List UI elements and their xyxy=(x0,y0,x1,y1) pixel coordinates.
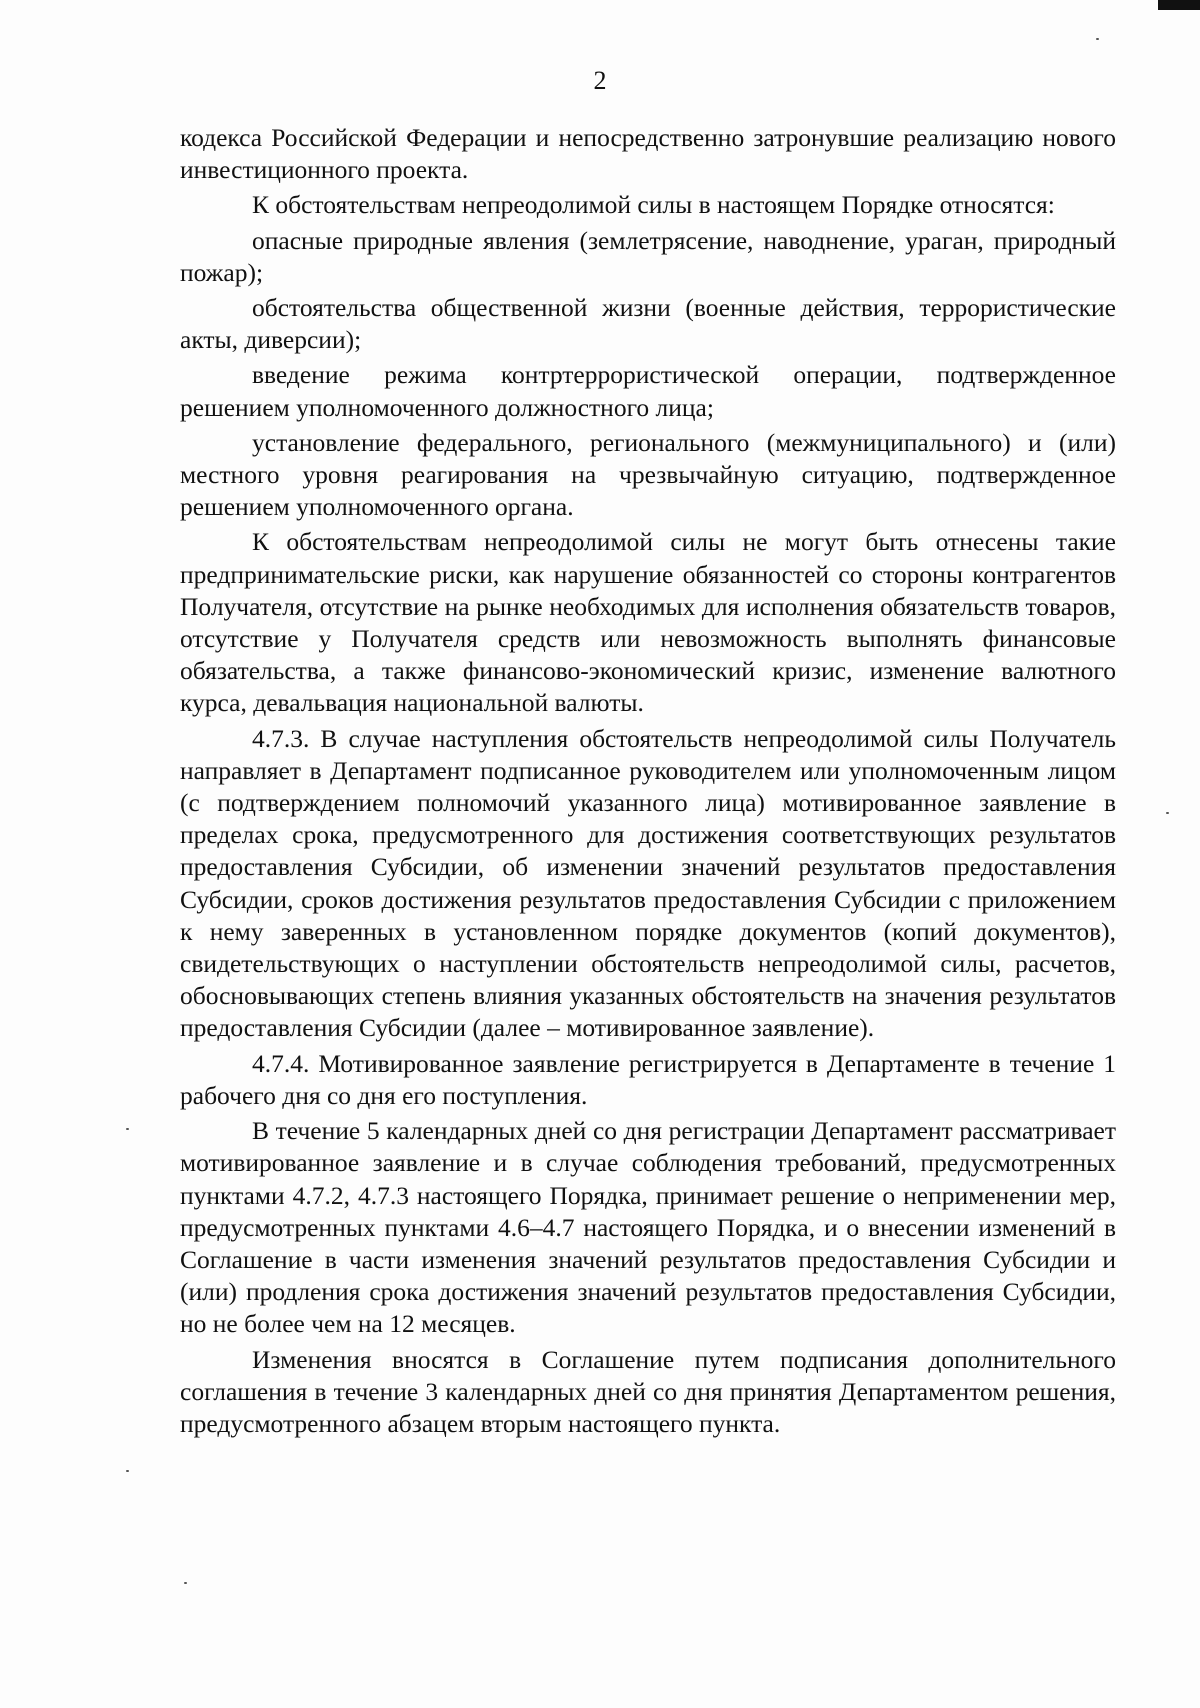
scan-speck xyxy=(184,1582,187,1584)
scan-corner-mark xyxy=(1158,0,1200,10)
scan-speck xyxy=(1166,812,1169,814)
paragraph: кодекса Российской Федерации и непосредственно затронувшие реализацию нового инвестиционного проекта. xyxy=(180,123,1116,185)
paragraph: К обстоятельствам непреодолимой силы не могут быть отнесены такие предпринимательские риски, как нарушение обязанностей со стороны контрагентов Получателя, отсутствие на рынке необходимых для исполнения обязательств товаров, отсутствие у Получателя средств или невозможность выполнять финансовые обязательства, а также финансово-экономический кризис, изменение валютного курса, девальвация национальной валюты. xyxy=(180,527,1116,718)
scan-speck xyxy=(126,1470,129,1472)
paragraph: обстоятельства общественной жизни (военные действия, террористические акты, диверсии); xyxy=(180,293,1116,355)
paragraph: В течение 5 календарных дней со дня регистрации Департамент рассматривает мотивированное заявление и в случае соблюдения требований, предусмотренных пунктами 4.7.2, 4.7.3 настоящего Порядка, принимает решение о неприменении мер, предусмотренных пунктами 4.6–4.7 настоящего Порядка, и о внесении изменений в Соглашение в части изменения значений результатов предоставления Субсидии и (или) продления срока достижения значений результатов предоставления Субсидии, но не более чем на 12 месяцев. xyxy=(180,1116,1116,1339)
paragraph: 4.7.4. Мотивированное заявление регистрируется в Департаменте в течение 1 рабочего дня со дня его поступления. xyxy=(180,1048,1116,1110)
scan-speck xyxy=(1096,38,1099,40)
paragraph: 4.7.3. В случае наступления обстоятельств непреодолимой силы Получатель направляет в Департамент подписанное руководителем или уполномоченным лицом (с подтверждением полномочий указанного лица) мотивированное заявление в пределах срока, предусмотренного для достижения соответствующих результатов предоставления Субсидии, об изменении значений результатов предоставления Субсидии, сроков достижения результатов предоставления Субсидии с приложением к нему заверенных в установленном порядке документов (копий документов), свидетельствующих о наступлении обстоятельств непреодолимой силы, расчетов, обосновывающих степень влияния указанных обстоятельств на значения результатов предоставления Субсидии (далее – мотивированное заявление). xyxy=(180,723,1116,1043)
scan-speck xyxy=(126,1128,129,1130)
paragraph: установление федерального, регионального (межмуниципального) и (или) местного уровня реагирования на чрезвычайную ситуацию, подтвержденное решением уполномоченного органа. xyxy=(180,427,1116,522)
paragraph: опасные природные явления (землетрясение, наводнение, ураган, природный пожар); xyxy=(180,225,1116,287)
paragraph: введение режима контртеррористической операции, подтвержденное решением уполномоченного должностного лица; xyxy=(180,360,1116,422)
paragraph: К обстоятельствам непреодолимой силы в настоящем Порядке относятся: xyxy=(252,190,1055,220)
paragraph: Изменения вносятся в Соглашение путем подписания дополнительного соглашения в течение 3 календарных дней со дня принятия Департаментом решения, предусмотренного абзацем вторым настоящего пункта. xyxy=(180,1344,1116,1438)
document-body xyxy=(180,122,1116,1440)
page-number: 2 xyxy=(593,66,607,95)
